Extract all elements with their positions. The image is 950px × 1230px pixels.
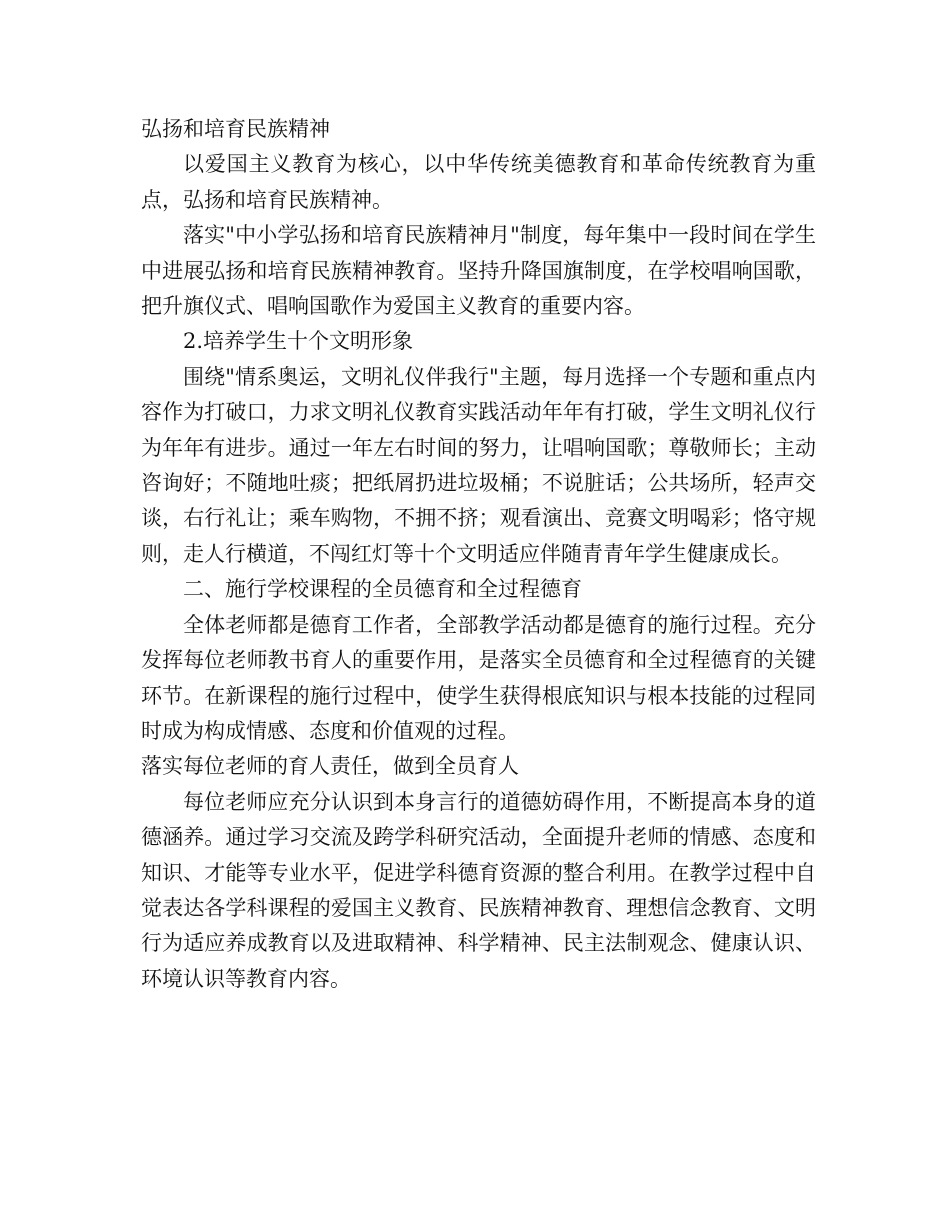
paragraph: 围绕"情系奥运，文明礼仪伴我行"主题，每月选择一个专题和重点内容作为打破口，力求文明礼仪教育实践活动年年有打破，学生文明礼仪行为年年有进步。通过一年左右时间的努力，让唱响国歌；尊敬师长；主动咨询好；不随地吐痰；把纸屑扔进垃圾桶；不说脏话；公共场所，轻声交谈，右行礼让；乘车购物，不拥不挤；观看演出、竞赛文明喝彩；恪守规则，走人行横道，不闯红灯等十个文明适应伴随青青年学生健康成长。: [141, 364, 816, 566]
paragraph: 落实"中小学弘扬和培育民族精神月"制度，每年集中一段时间在学生中进展弘扬和培育民族精神教育。坚持升降国旗制度，在学校唱响国歌，把升旗仪式、唱响国歌作为爱国主义教育的重要内容。: [141, 223, 816, 319]
paragraph: 全体老师都是德育工作者，全部教学活动都是德育的施行过程。充分发挥每位老师教书育人的重要作用，是落实全员德育和全过程德育的关键环节。在新课程的施行过程中，使学生获得根底知识与根本技能的过程同时成为构成情感、态度和价值观的过程。: [141, 612, 816, 743]
paragraph: 每位老师应充分认识到本身言行的道德妨碍作用，不断提高本身的道德涵养。通过学习交流及跨学科研究活动，全面提升老师的情感、态度和知识、才能等专业水平，促进学科德育资源的整合利用。在教学过程中自觉表达各学科课程的爱国主义教育、民族精神教育、理想信念教育、文明行为适应养成教育以及进取精神、科学精神、民主法制观念、健康认识、环境认识等教育内容。: [141, 789, 816, 991]
subsection-heading: 2.培养学生十个文明形象: [183, 329, 414, 354]
paragraph: 以爱国主义教育为核心，以中华传统美德教育和革命传统教育为重点，弘扬和培育民族精神。: [141, 152, 816, 212]
document-page: [141, 112, 816, 997]
section-heading: 弘扬和培育民族精神: [141, 117, 330, 141]
section-heading: 二、施行学校课程的全员德育和全过程德育: [183, 577, 582, 602]
subsection-heading: 落实每位老师的育人责任，做到全员育人: [141, 754, 519, 779]
